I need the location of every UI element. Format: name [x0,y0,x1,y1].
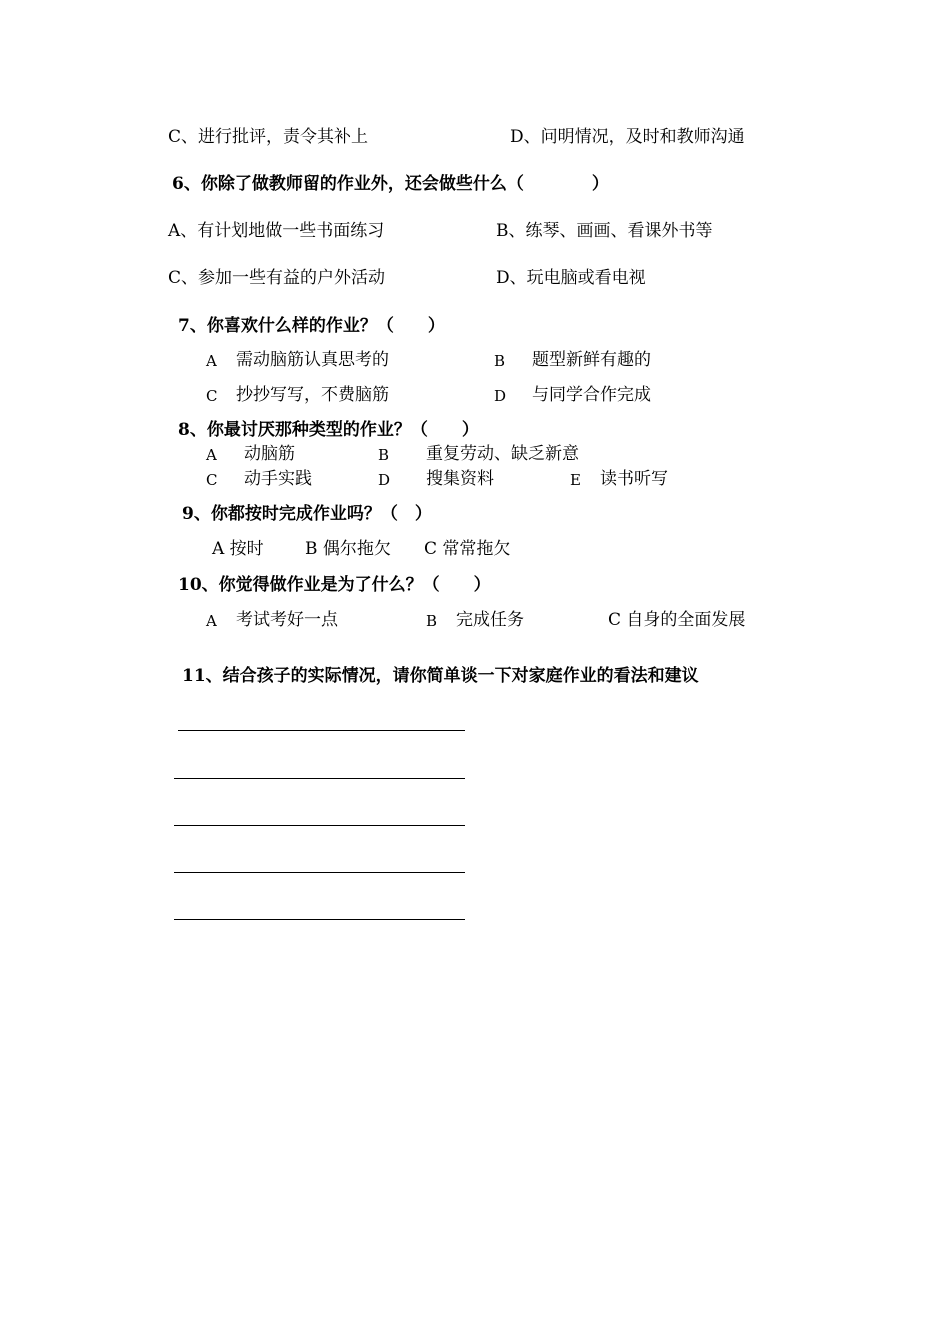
q9-option-b: B 偶尔拖欠 [305,539,391,559]
q8-letter-a: A [206,446,217,464]
q8-letter-e: E [570,471,581,489]
q7-letter-a: A [206,352,217,370]
q10-letter-b: B [426,612,438,630]
q8-letter-d: D [378,471,391,489]
answer-line-3[interactable] [174,825,465,826]
question-6-title: 6、你除了做教师留的作业外，还会做些什么（ ） [172,174,609,194]
q6-option-b: B、练琴、画画、看课外书等 [496,221,713,241]
q8-option-e: 读书听写 [600,469,668,489]
q8-option-a: 动脑筋 [244,444,295,464]
q8-option-b: 重复劳动、缺乏新意 [426,444,579,464]
q8-option-c: 动手实践 [244,469,312,489]
question-7-title: 7、你喜欢什么样的作业？（ ） [178,316,445,336]
q10-option-c: C 自身的全面发展 [608,610,746,630]
q10-option-a: 考试考好一点 [236,610,338,630]
q9-option-a: A 按时 [212,539,264,559]
q7-letter-b: B [494,352,506,370]
answer-line-2[interactable] [174,778,465,779]
q8-option-d: 搜集资料 [426,469,494,489]
q7-letter-d: D [494,387,507,405]
q8-letter-c: C [206,471,218,489]
q8-letter-b: B [378,446,390,464]
answer-line-1[interactable] [178,730,465,731]
question-11-title: 11、结合孩子的实际情况，请你简单谈一下对家庭作业的看法和建议 [182,666,699,686]
answer-line-4[interactable] [174,872,465,873]
q10-letter-a: A [206,612,217,630]
question-9-title: 9、你都按时完成作业吗？（ ） [182,504,432,524]
q9-option-c: C 常常拖欠 [424,539,511,559]
q10-option-b: 完成任务 [456,610,524,630]
answer-line-5[interactable] [174,919,465,920]
q6-option-d: D、玩电脑或看电视 [496,268,646,288]
option-d: D、问明情况，及时和教师沟通 [510,127,745,147]
q7-option-b: 题型新鲜有趣的 [532,350,651,370]
option-c: C、进行批评，责令其补上 [168,127,369,147]
q6-option-c: C、参加一些有益的户外活动 [168,268,386,288]
q7-option-d: 与同学合作完成 [532,385,651,405]
q7-letter-c: C [206,387,218,405]
question-10-title: 10、你觉得做作业是为了什么？（ ） [178,575,491,595]
question-8-title: 8、你最讨厌那种类型的作业？（ ） [178,420,479,440]
q7-option-a: 需动脑筋认真思考的 [236,350,389,370]
q6-option-a: A、有计划地做一些书面练习 [168,221,385,241]
q7-option-c: 抄抄写写，不费脑筋 [236,385,389,405]
